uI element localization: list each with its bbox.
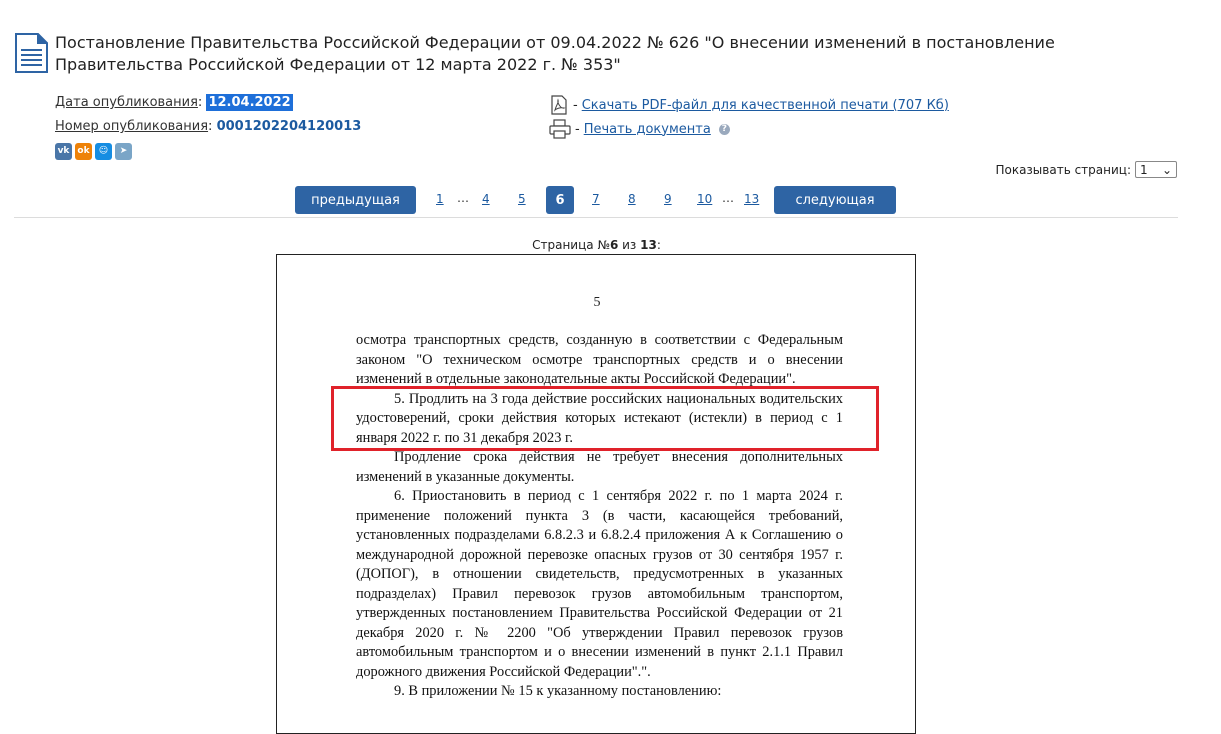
colon: : (197, 95, 203, 110)
page-indicator-total: 13 (640, 238, 657, 252)
page-indicator-mid: из (618, 238, 641, 252)
pdf-icon (549, 95, 569, 115)
pages-per-view-label: Показывать страниц: (995, 162, 1131, 177)
publication-number-row (55, 119, 361, 134)
current-page: 6 (546, 186, 574, 214)
highlight-box (331, 386, 879, 451)
paragraph: 6. Приостановить в период с 1 сентября 2022 г. по 1 марта 2024 г. применение положений пункта 3 (в части, касающейся требований, установленных подразделами 6.8.2.3 и 6.8.2.4 приложения А к Соглашению о международной дорожной перевозке опасных грузов от 30 сентября 1957 г. (ДОПОГ), в отношении свидетельств, предусмотренных в указанных подразделах) Правил перевозок грузов автомобильным транспортом, утвержденных постановлением Правительства Российской Федерации от 21 декабря 2020 г. № 2200 "Об утверждении Правил перевозок грузов автомобильным транспортом и о внесении изменений в пункт 2.1.1 Правил дорожного движения Российской Федерации".". (356, 488, 843, 680)
dash: - (573, 97, 578, 113)
telegram-icon[interactable]: ➤ (115, 143, 132, 160)
page-indicator (0, 238, 1193, 252)
page-link-9[interactable]: 9 (664, 192, 672, 206)
page-link-13[interactable]: 13 (744, 192, 760, 206)
pagination-ellipsis: … (722, 191, 734, 205)
mymail-icon[interactable]: ☺ (95, 143, 112, 160)
paragraph: 9. В приложении № 15 к указанному постановлению: (394, 683, 722, 699)
page-indicator-current: 6 (609, 238, 619, 252)
paragraph: Продление срока действия не требует внесения дополнительных изменений в указанные документы. (356, 449, 843, 485)
pagination-ellipsis: … (457, 191, 469, 205)
page-link-8[interactable]: 8 (628, 192, 636, 206)
divider (14, 217, 1178, 218)
chevron-down-icon: ⌄ (1161, 162, 1172, 177)
pages-per-view-value: 1 (1140, 162, 1148, 177)
page-link-4[interactable]: 4 (482, 192, 490, 206)
page-link-7[interactable]: 7 (592, 192, 600, 206)
colon: : (208, 119, 213, 134)
publication-date-value: 12.04.2022 (208, 95, 291, 110)
document-page-number: 5 (593, 295, 601, 310)
print-row (549, 119, 730, 139)
publication-date-label[interactable]: Дата опубликования (55, 95, 198, 110)
prev-page-button[interactable]: предыдущая (295, 186, 416, 214)
pages-per-view (995, 161, 1177, 178)
page-link-5[interactable]: 5 (518, 192, 526, 206)
help-icon[interactable]: ? (719, 124, 730, 135)
publication-date-row (55, 95, 293, 110)
printer-icon (549, 119, 571, 139)
document-title: Постановление Правительства Российской Федерации от 09.04.2022 № 626 "О внесении изменений в постановление Правительства Российской Федерации от 12 марта 2022 г. № 353" (55, 33, 1055, 74)
page-link-1[interactable]: 1 (436, 192, 444, 206)
paragraph: осмотра транспортных средств, созданную в соответствии с Федеральным законом "О техническом осмотре транспортных средств и о внесении изменений в отдельные законодательные акты Российской Федерации". (356, 332, 843, 387)
vk-icon[interactable]: vk (55, 143, 72, 160)
next-page-button[interactable]: следующая (774, 186, 896, 214)
dash: - (575, 121, 580, 137)
publication-number-label[interactable]: Номер опубликования (55, 119, 209, 134)
page-link-10[interactable]: 10 (697, 192, 713, 206)
publication-number-value: 0001202204120013 (216, 119, 362, 134)
pages-per-view-select[interactable] (1135, 161, 1177, 178)
print-link[interactable]: Печать документа (583, 121, 711, 137)
social-share (55, 143, 132, 160)
pdf-download-link[interactable]: Скачать PDF-файл для качественной печати (707 Кб) (581, 97, 949, 113)
page-indicator-prefix: Страница № (532, 238, 610, 252)
document-page (276, 254, 916, 734)
ok-icon[interactable]: ok (75, 143, 92, 160)
highlighted-paragraph: 5. Продлить на 3 года действие российских национальных водительских удостоверений, сроки действия которых истекают (истекли) в период с 1 января 2022 г. по 31 декабря 2023 г. (356, 390, 843, 446)
document-icon (14, 33, 48, 73)
pdf-download-row (549, 95, 949, 115)
page-indicator-suffix: : (656, 238, 661, 252)
pagination (0, 186, 1221, 214)
